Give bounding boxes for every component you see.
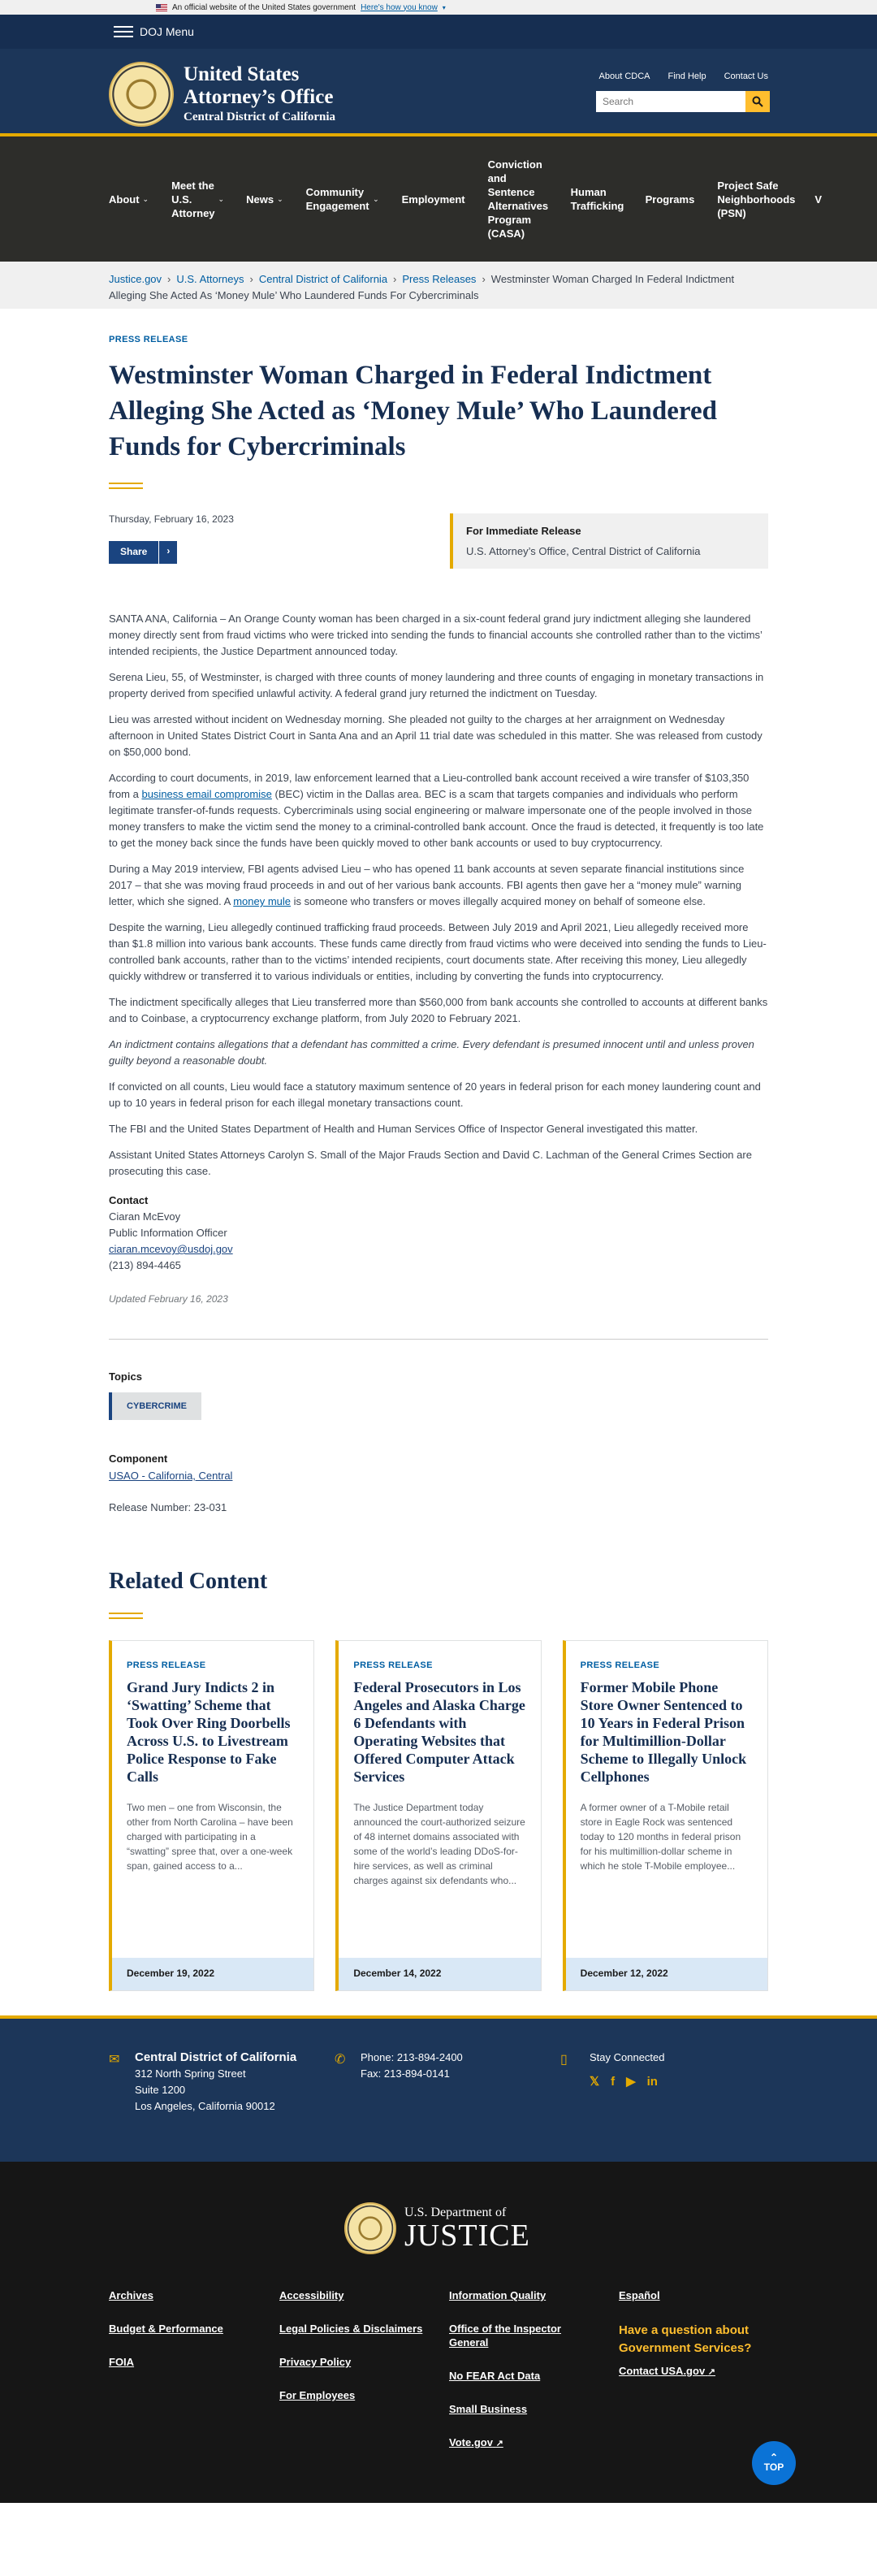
release-info-box — [450, 513, 768, 569]
us-flag-icon — [156, 4, 167, 11]
chevron-right-icon: › — [158, 541, 177, 564]
site-header — [0, 49, 877, 136]
site-title[interactable] — [184, 63, 335, 124]
footer-link-info-quality[interactable]: Information Quality — [449, 2289, 547, 2301]
stay-connected — [590, 2050, 665, 2090]
card-title[interactable]: Federal Prosecutors in Los Angeles and Alaska Charge 6 Defendants with Operating Websites that Offered Computer Attack Services — [353, 1679, 525, 1785]
footer-link-oig[interactable]: Office of the Inspector General — [449, 2323, 561, 2349]
card-eyebrow: PRESS RELEASE — [580, 1660, 660, 1670]
footer-link-vote[interactable] — [449, 2435, 571, 2451]
paragraph-11: Assistant United States Attorneys Carolyn S. Small of the Major Frauds Section and David C. Lachman of the General Crimes Section are prosecuting this case. — [109, 1149, 752, 1177]
chevron-down-icon: ⌄ — [142, 194, 149, 203]
contact-us-link[interactable]: Contact Us — [724, 71, 768, 81]
breadcrumb-us-attorneys[interactable]: U.S. Attorneys — [176, 273, 244, 285]
article-date: Thursday, February 16, 2023 — [109, 513, 234, 525]
updated-date: Updated February 16, 2023 — [109, 1293, 228, 1305]
doj-seal-logo[interactable] — [109, 62, 174, 127]
heres-how-you-know-link[interactable]: Here's how you know — [361, 2, 438, 12]
paragraph-8: An indictment contains allegations that a defendant has committed a crime. Every defendant is presumed innocent until and unless proven guilty beyond a reasonable doubt. — [109, 1038, 754, 1067]
nav-about-label: About — [109, 193, 140, 206]
footer-question: Have a question about Government Services? — [619, 2323, 752, 2355]
paragraph-3: Lieu was arrested without incident on Wednesday morning. She pleaded not guilty to the charges at her arraignment on Wednesday afternoon in United States District Court in Santa Ana and an April 11 trial date was scheduled in this matter. She was released from custody on $50,000 bond. — [109, 713, 763, 758]
page-title: Westminster Woman Charged in Federal Indictment Alleging She Acted as ‘Money Mule’ Who Laundered Funds for Cybercriminals — [109, 361, 717, 461]
paragraph-2: Serena Lieu, 55, of Westminster, is charged with three counts of money laundering and three counts of engaging in monetary transactions in property derived from specified unlawful activity. A federal grand jury returned the indictment on Tuesday. — [109, 671, 764, 699]
paragraph-1 — [109, 611, 768, 660]
phone-number[interactable]: Phone: 213-894-2400 — [361, 2051, 463, 2063]
card-eyebrow: PRESS RELEASE — [127, 1660, 206, 1670]
share-button[interactable] — [109, 541, 177, 564]
nav-community-engagement[interactable] — [295, 185, 391, 213]
doj-footer-logo[interactable] — [344, 2202, 530, 2254]
doj-logo-bottom: JUSTICE — [404, 2219, 530, 2253]
nav-news[interactable] — [235, 193, 295, 206]
doj-logo-top: U.S. Department of — [404, 2206, 507, 2219]
footer-link-budget[interactable]: Budget & Performance — [109, 2323, 223, 2335]
card-title[interactable]: Grand Jury Indicts 2 in ‘Swatting’ Scheme that Took Over Ring Doorbells Across U.S. to Livestream Police Response to Fake Calls — [127, 1679, 291, 1785]
contact-heading: Contact — [109, 1194, 149, 1206]
nav-v[interactable] — [803, 193, 833, 206]
phone-icon: ✆ — [335, 2053, 346, 2067]
related-divider — [109, 1613, 143, 1619]
related-content-heading: Related Content — [109, 1569, 268, 1594]
nav-programs-label: Programs — [645, 193, 695, 206]
chevron-down-icon[interactable]: ▾ — [442, 3, 446, 11]
card-date: December 19, 2022 — [112, 1958, 313, 1990]
release-number: Release Number: 23-031 — [109, 1501, 227, 1513]
office-phone — [361, 2050, 463, 2082]
footer-col-2 — [279, 2288, 422, 2422]
breadcrumb — [0, 262, 877, 309]
breadcrumb-cdca[interactable]: Central District of California — [258, 273, 388, 285]
card-title[interactable]: Former Mobile Phone Store Owner Sentenced to 10 Years in Federal Prison for Multimillion-Dollar Scheme to Illegally Unlock Cellphones — [580, 1679, 747, 1785]
chevron-down-icon: ⌄ — [277, 194, 283, 203]
site-subtitle: Central District of California — [184, 110, 336, 123]
paragraph-4 — [109, 770, 768, 851]
contact-role: Public Information Officer — [109, 1227, 227, 1239]
article-body — [109, 611, 768, 1180]
related-cards — [109, 1640, 768, 1991]
paragraph-4-a: According to court documents, in 2019, law enforcement learned that a Lieu-controlled bank account received a wire transfer of $103,350 from a — [109, 772, 750, 800]
footer-link-privacy[interactable]: Privacy Policy — [279, 2356, 352, 2368]
search-input[interactable] — [596, 91, 745, 112]
footer-link-espanol[interactable]: Español — [619, 2289, 660, 2301]
related-card[interactable] — [109, 1640, 314, 1991]
topic-tag-cybercrime[interactable]: CYBERCRIME — [109, 1392, 201, 1420]
chevron-down-icon: ⌄ — [373, 194, 379, 203]
facebook-icon[interactable]: f — [611, 2075, 616, 2089]
chevron-right-icon: › — [167, 273, 171, 285]
footer-col-3 — [449, 2288, 571, 2470]
search-icon — [752, 96, 763, 107]
bec-link[interactable]: business email compromise — [141, 788, 272, 800]
external-link-icon: ↗ — [495, 2439, 503, 2448]
paragraph-5-b: is someone who transfers or moves illegally acquired money on behalf of someone else. — [291, 895, 706, 907]
doj-menu-bar — [0, 15, 877, 49]
doj-seal-icon — [344, 2202, 396, 2254]
card-date: December 14, 2022 — [339, 1958, 540, 1990]
money-mule-link[interactable]: money mule — [233, 895, 292, 907]
office-name: Central District of California — [135, 2050, 297, 2064]
footer-link-archives[interactable]: Archives — [109, 2289, 153, 2301]
external-link-icon: ↗ — [707, 2367, 716, 2377]
mail-icon: ✉ — [109, 2053, 120, 2067]
hamburger-icon[interactable] — [114, 26, 133, 37]
linkedin-icon[interactable]: in — [646, 2075, 658, 2089]
address-line-2: Suite 1200 — [135, 2084, 186, 2096]
footer-link-foia[interactable]: FOIA — [109, 2356, 135, 2368]
breadcrumb-justice-gov[interactable]: Justice.gov — [109, 273, 162, 285]
top-label: TOP — [763, 2461, 784, 2473]
doj-footer — [0, 2162, 877, 2503]
nav-about[interactable] — [97, 193, 160, 206]
youtube-icon[interactable]: ▶ — [626, 2075, 636, 2089]
footer-link-accessibility[interactable]: Accessibility — [279, 2289, 344, 2301]
gov-banner — [0, 0, 877, 15]
chevron-right-icon: › — [393, 273, 397, 285]
paragraph-9: If convicted on all counts, Lieu would face a statutory maximum sentence of 20 years in federal prison for each money laundering count and up to 10 years in federal prison for each illegal monetary transactions count. — [109, 1080, 761, 1109]
office-address — [135, 2050, 296, 2115]
paragraph-4-b: (BEC) victim in the Dallas area. BEC is a scam that targets companies and individuals who perform legitimate transfer-of-funds requests. Cybercriminals using social engineering or malware impersonate one of the people involved in those money transfers to make the victim send the money to a criminal-controlled bank account. Once the fraud is detected, it frequently is too late to get the money back since the funds have been quickly moved to other bank accounts or used to buy cryptocurrency. — [109, 788, 764, 849]
vote-label: Vote.gov — [449, 2436, 493, 2448]
related-card[interactable] — [563, 1640, 768, 1991]
article-eyebrow: PRESS RELEASE — [109, 335, 188, 344]
site-title-line1: United States — [184, 63, 300, 85]
office-contact-footer — [0, 2015, 877, 2162]
release-type: For Immediate Release — [466, 525, 581, 537]
nav-employment-label: Employment — [401, 193, 465, 206]
card-excerpt: A former owner of a T-Mobile retail store in Eagle Rock was sentenced today to 120 months in federal prison for his multimillion-dollar scheme in which he stole T-Mobile employee... — [580, 1802, 741, 1872]
nav-employment[interactable] — [391, 193, 477, 206]
address-line-1: 312 North Spring Street — [135, 2067, 246, 2080]
topics-heading: Topics — [109, 1370, 142, 1383]
twitter-icon[interactable]: 𝕏 — [590, 2075, 600, 2089]
header-links — [599, 71, 768, 81]
component-link[interactable]: USAO - California, Central — [109, 1470, 233, 1482]
mobile-icon: ▯ — [560, 2053, 568, 2067]
nav-casa-label: Conviction and Sentence Alternatives Program (CASA) — [487, 158, 549, 240]
footer-link-employees[interactable]: For Employees — [279, 2389, 356, 2401]
address-line-3: Los Angeles, California 90012 — [135, 2100, 275, 2112]
share-label: Share — [120, 546, 148, 557]
contact-usa-label: Contact USA.gov — [619, 2365, 706, 2377]
card-excerpt: Two men – one from Wisconsin, the other from North Carolina – have been charged with participating in a “swatting” spree that, over a one-week span, gained access to a... — [127, 1802, 293, 1872]
back-to-top-button[interactable] — [752, 2441, 796, 2485]
divider — [109, 1339, 768, 1340]
nav-human-trafficking[interactable] — [559, 185, 634, 213]
fax-number: Fax: 213-894-0141 — [361, 2067, 450, 2080]
nav-programs[interactable] — [634, 193, 706, 206]
paragraph-7: The indictment specifically alleges that Lieu transferred more than $560,000 from bank accounts she controlled to accounts at different banks and to Coinbase, a cryptocurrency exchange platform, from July 2020 to February 2021. — [109, 996, 768, 1024]
footer-link-legal[interactable]: Legal Policies & Disclaimers — [279, 2323, 423, 2335]
chevron-right-icon: › — [249, 273, 253, 285]
doj-menu-button[interactable]: DOJ Menu — [140, 25, 194, 38]
chevron-right-icon: › — [482, 273, 486, 285]
dateline-italic: SANTA ANA, California – An Orange County woman has been charged in a six-count federal grand jury indictment alleging she laundered money directly sent from fraud victims who were tricked into sending the funds to financial accounts she controlled rather than to the victims’ intended recipients, the Justice Department announced today. — [109, 613, 763, 657]
nav-psn[interactable] — [706, 179, 803, 220]
card-eyebrow: PRESS RELEASE — [353, 1660, 433, 1670]
component-heading: Component — [109, 1453, 168, 1465]
footer-col-1 — [109, 2288, 223, 2388]
about-cdca-link[interactable]: About CDCA — [598, 71, 650, 81]
chevron-down-icon: ⌄ — [218, 194, 225, 203]
chevron-up-icon: ⌃ — [769, 2452, 779, 2463]
card-excerpt: The Justice Department today announced the court-authorized seizure of 48 internet domains associated with some of the world’s leading DDoS-for-hire services, as well as criminal charges against six defendants who... — [353, 1802, 525, 1886]
contact-phone: (213) 894-4465 — [109, 1259, 181, 1271]
nav-trafficking-label: Human Trafficking — [570, 186, 624, 212]
nav-meet-label: Meet the U.S. Attorney — [171, 179, 215, 219]
main-nav — [0, 136, 877, 262]
nav-community-label: Community Engagement — [305, 186, 369, 212]
paragraph-6: Despite the warning, Lieu allegedly continued trafficking fraud proceeds. Between July 2019 and April 2021, Lieu allegedly received more than $1.8 million into various bank accounts. These funds came directly from fraud victims who were deceived into sending the funds to Lieu-controlled bank accounts, rather than to the victims’ intended recipients, court documents state. After receiving this money, Lieu allegedly quickly withdrew or transferred it to various individuals or entities, including by converting the funds into cryptocurrency. — [109, 921, 767, 982]
breadcrumb-current: Westminster Woman Charged In Federal Indictment Alleging She Acted As ‘Money Mule’ Who Laundered Funds For Cybercriminals — [109, 273, 735, 301]
find-help-link[interactable]: Find Help — [667, 71, 706, 81]
stay-connected-label: Stay Connected — [590, 2051, 665, 2063]
footer-link-small-business[interactable]: Small Business — [449, 2403, 528, 2415]
contact-name: Ciaran McEvoy — [109, 1210, 181, 1223]
search-form — [596, 91, 770, 112]
paragraph-5 — [109, 861, 768, 910]
release-office: U.S. Attorney’s Office, Central District of California — [466, 545, 701, 557]
breadcrumb-press-releases[interactable]: Press Releases — [402, 273, 477, 285]
footer-col-4 — [619, 2288, 781, 2399]
nav-psn-label: Project Safe Neighborhoods (PSN) — [717, 179, 796, 219]
contact-email-link[interactable]: ciaran.mcevoy@usdoj.gov — [109, 1243, 233, 1255]
nav-v-label: V — [814, 193, 822, 206]
title-divider — [109, 483, 143, 489]
nav-casa[interactable] — [477, 158, 559, 240]
site-title-line2: Attorney’s Office — [184, 86, 334, 108]
nav-news-label: News — [246, 193, 274, 206]
gov-banner-text: An official website of the United States government — [172, 2, 356, 12]
paragraph-5-a: During a May 2019 interview, FBI agents advised Lieu – who has opened 11 bank accounts at seven separate financial institutions since 2017 – that she was moving fraud proceeds in and out of her various bank accounts. FBI agents then gave her a “money mule” warning letter, which she signed. A — [109, 863, 745, 907]
contact-block — [109, 1193, 768, 1274]
card-date: December 12, 2022 — [566, 1958, 767, 1990]
related-card[interactable] — [335, 1640, 541, 1991]
paragraph-10: The FBI and the United States Department of Health and Human Services Office of Inspector General investigated this matter. — [109, 1123, 698, 1135]
search-button[interactable] — [745, 91, 770, 112]
footer-link-no-fear[interactable]: No FEAR Act Data — [449, 2370, 541, 2382]
footer-link-contact-usa[interactable] — [619, 2364, 781, 2379]
nav-meet-us-attorney[interactable] — [160, 179, 235, 220]
